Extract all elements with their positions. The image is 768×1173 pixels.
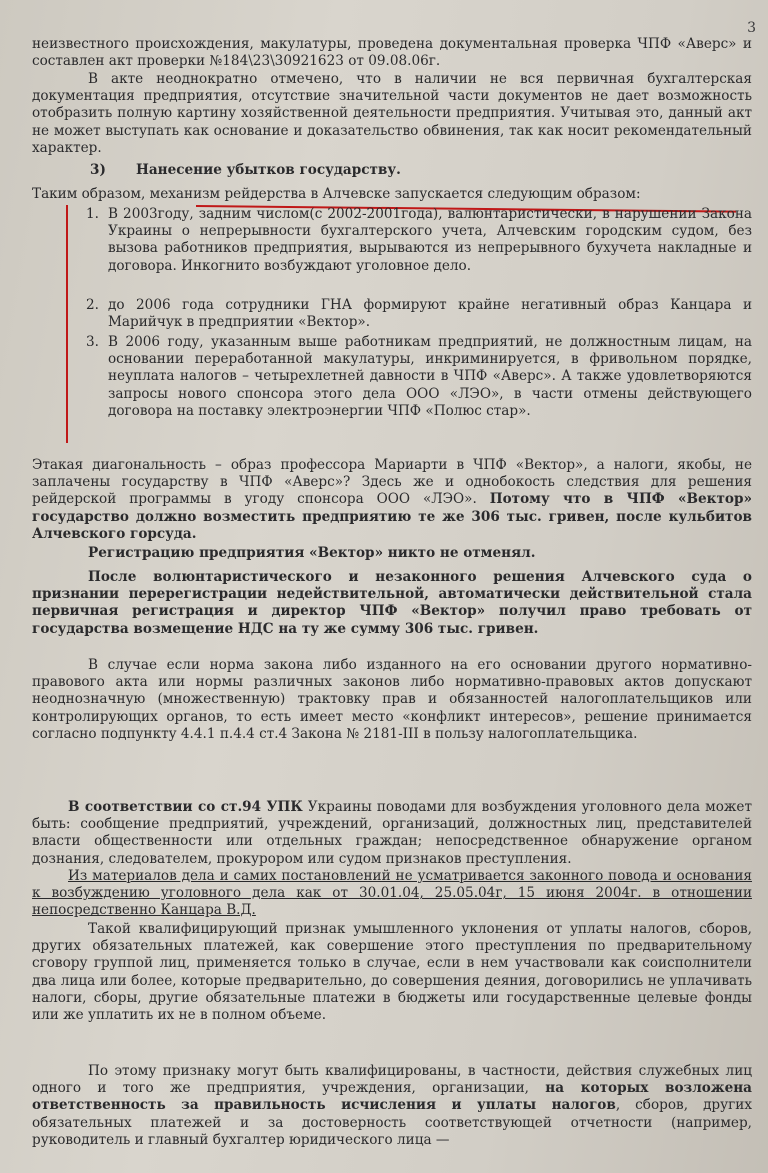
diagonality-text: Этакая диагональность – образ профессора Мариарти в ЧПФ «Вектор», а налоги, якобы, не заплачены государству в ЧПФ «Аверс»? Здесь же и однобокость следствия для решения рейдерской программы в угоду спонсора ООО «ЛЭО». (32, 457, 752, 508)
upk-text: Украины поводами для возбуждения уголовного дела может быть: сообщение предприятий, учреждений, организаций, должностных лиц, представителей власти общественности или отдельных граждан; непосредственное обнаружение органом дознания, следователем, прокурором или судом признаков преступления. (32, 799, 752, 867)
page-number: 3 (747, 20, 756, 36)
list-item: до 2006 года сотрудники ГНА формируют крайне негативный образ Канцара и Марийчук в предприятии «Вектор». (108, 297, 752, 331)
paragraph-mechanism-intro (32, 186, 752, 203)
list-item-number: 3. (86, 334, 99, 350)
list-item: В 2003году, задним числом(с 2002-2001года), валюнтаристически, в нарушении Закона Украины о непрерывности бухгалтерского учета, Алчевским городским судом, без вызова работников предприятия, вырываются из непрерывного бухучета накладные и договора. Инкогнито возбуждают уголовное дело. (108, 206, 752, 274)
paragraph-officials (32, 1063, 752, 1149)
officials-text: По этому признаку могут быть квалифицированы, в частности, действия служебных лиц одного и того же предприятия, учреждения, организации, (32, 1063, 752, 1097)
paragraph-act-remarks: В акте неоднократно отмечено, что в наличии не вся первичная бухгалтерская документация предприятия, отсутствие значительной части документов не дает возможность отобразить полную картину хозяйственной деятельности предприятия. Учитывая это, данный акт не может выступать как основание и доказательство обвинения, так как носит рекомендательный характер. (32, 71, 752, 156)
paragraph-qualifying-sign: Такой квалифицирующий признак умышленного уклонения от уплаты налогов, сборов, других обязательных платежей, как совершение этого преступления по предварительному сговору группой лиц, применяется только в случае, если в нем участвовали как соисполнители два лица или более, которые предварительно, до совершения деяния, договорились не уплачивать налоги, сборы, другие обязательные платежи в бюджеты или государственные целевые фонды или же уплатить их не в полном объеме. (32, 921, 752, 1024)
section-3-title: Нанесение убытков государству. (136, 162, 401, 178)
paragraph-upk-94 (32, 799, 752, 868)
paragraph-tax-law: В случае если норма закона либо изданного на его основании другого нормативно-правового акта или нормы различных законов либо нормативно-правовых актов допускают неоднозначную (множественную) трактовку прав и обязанностей налогоплательщиков или контролирующих органов, то есть имеет место «конфликт интересов», решение принимается согласно подпункту 4.4.1 п.4.4 ст.4 Закона № 2181-III в пользу налогоплательщика. (32, 657, 752, 742)
paragraph-registration: Регистрацию предприятия «Вектор» никто не отменял. (88, 545, 536, 561)
intro-highlight: механизм рейдерства в Алчевске запускается следующим образом: (149, 186, 641, 202)
paragraph-check-report: неизвестного происхождения, макулатуры, проведена документальная проверка ЧПФ «Аверс» и составлен акт проверки №184\23\30921623 от 09.08.06г. (32, 36, 752, 70)
section-3-number: 3) (90, 162, 106, 178)
list-item-number: 1. (86, 206, 99, 222)
diagonality-bold: Потому что в ЧПФ «Вектор» государство должно возместить предприятию те же 306 тыс. гривен, после кульбитов Алчевского горсуда. (32, 491, 752, 542)
upk-reference: В соответствии со ст.94 УПК (68, 799, 303, 815)
officials-bold: на которых возложена ответственность за правильность исчисления и уплаты налогов (32, 1080, 752, 1114)
officials-tail: , сборов, других обязательных платежей и за достоверность соответствующей отчетности (например, руководитель и главный бухгалтер юридического лица — (32, 1097, 752, 1148)
red-margin-mark (66, 205, 68, 443)
list-item: В 2006 году, указанным выше работникам предприятий, не должностным лицам, на основании переработанной макулатуры, инкриминируется, в фривольном порядке, неуплата налогов – четырехлетней давности в ЧПФ «Аверс». А также удовлетворяются запросы нового спонсора этого дела ООО «ЛЭО», в части отмены действующего договора на поставку электроэнергии ЧПФ «Полюс стар». (108, 334, 752, 419)
paragraph-court-decision: После волюнтаристического и незаконного решения Алчевского суда о признании перерегистрации недействительной, автоматически действительной стала первичная регистрация и директор ЧПФ «Вектор» получил право требовать от государства возмещение НДС на ту же сумму 306 тыс. гривен. (32, 569, 752, 637)
intro-lead: Таким образом, (32, 186, 150, 202)
list-item-number: 2. (86, 297, 99, 313)
paragraph-no-grounds: Из материалов дела и самих постановлений не усматривается законного повода и основания к возбуждению уголовного дела как от 30.01.04, 25.05.04г, 15 июня 2004г. в отношении непосредственно Канцара В.Д. (32, 868, 752, 919)
paragraph-diagonality (32, 457, 752, 543)
